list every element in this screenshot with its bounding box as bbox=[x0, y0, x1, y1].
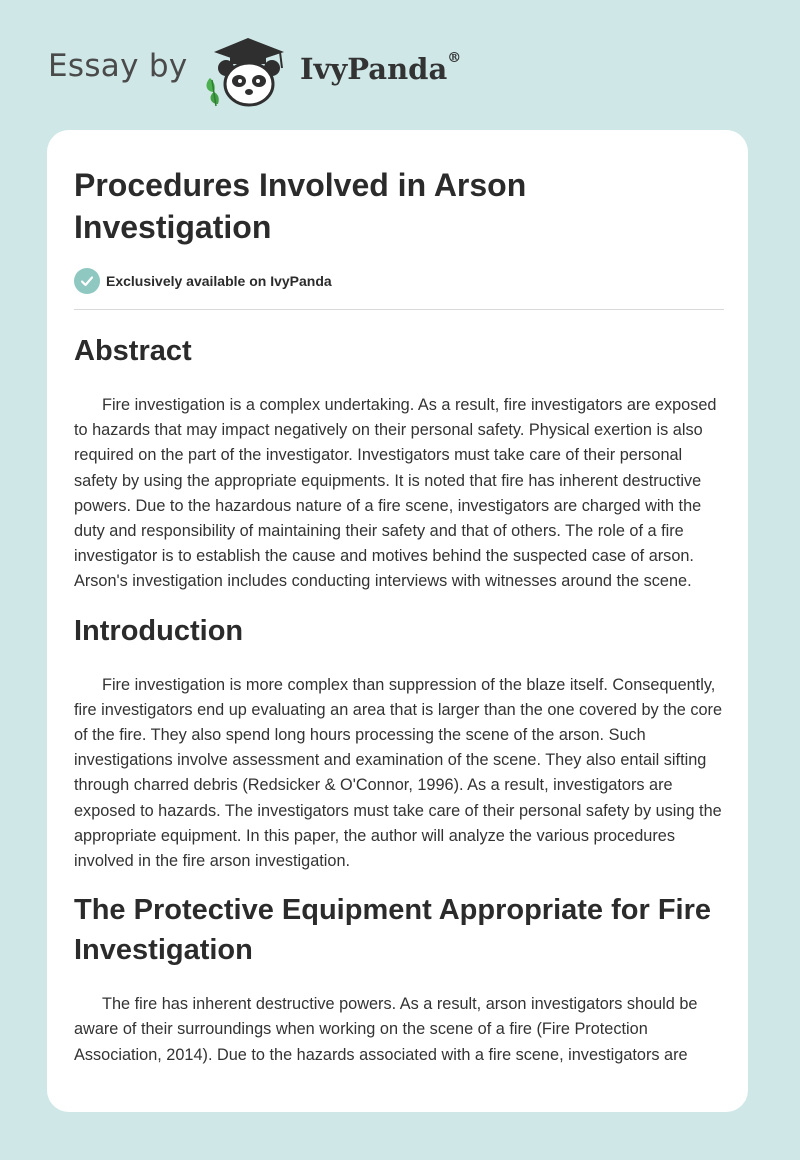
section-heading-abstract: Abstract bbox=[74, 335, 192, 367]
essay-card bbox=[47, 130, 748, 1112]
section-paragraph-protective-equipment: The fire has inherent destructive powers. As a result, arson investigators should be aware of their surroundings when working on the scene of a fire (Fire Protection Association, 2014). Due to the hazards associated with a fire scene, investigators are bbox=[74, 995, 698, 1064]
section-heading-protective-equipment: The Protective Equipment Appropriate for Fire Investigation bbox=[74, 894, 712, 967]
section-paragraph-introduction: Fire investigation is more complex than suppression of the blaze itself. Consequently, fire investigators end up evaluating an area that is larger than the one covered by the core of the fire. They also spend long hours processing the scene of the arson. Such investigations involve assessment and examination of the scene. They also entail sifting through charred debris (Redsicker & O'Connor, 1996). As a result, investigators are exposed to hazards. The investigators must take care of their personal safety by using the appropriate equipment. In this paper, the author will analyze the various procedures involved in the fire arson investigation. bbox=[74, 675, 723, 871]
essay-by-label: Essay by bbox=[48, 48, 188, 84]
checkmark-icon bbox=[74, 268, 100, 294]
divider bbox=[74, 309, 724, 310]
section-paragraph-abstract: Fire investigation is a complex undertaking. As a result, fire investigators are exposed to hazards that may impact negatively on their personal safety. Physical exertion is also required on the part of the investigator. Investigators must take care of their personal safety by using the appropriate equipments. It is noted that fire has inherent destructive powers. Due to the hazardous nature of a fire scene, investigators are charged with the duty and responsibility of maintaining their safety and that of others. The role of a fire investigator is to establish the cause and motives behind the suspected case of arson. Arson's investigation includes conducting interviews with witnesses around the scene. bbox=[74, 396, 717, 591]
brand-name[interactable]: IvyPanda® bbox=[300, 50, 462, 86]
site-header bbox=[0, 0, 800, 130]
section-heading-introduction: Introduction bbox=[74, 614, 244, 647]
exclusive-badge bbox=[74, 268, 724, 294]
essay-title: Procedures Involved in Arson Investigation bbox=[74, 167, 527, 245]
exclusive-label: Exclusively available on IvyPanda bbox=[106, 273, 332, 289]
ivypanda-logo-icon[interactable] bbox=[200, 34, 296, 108]
